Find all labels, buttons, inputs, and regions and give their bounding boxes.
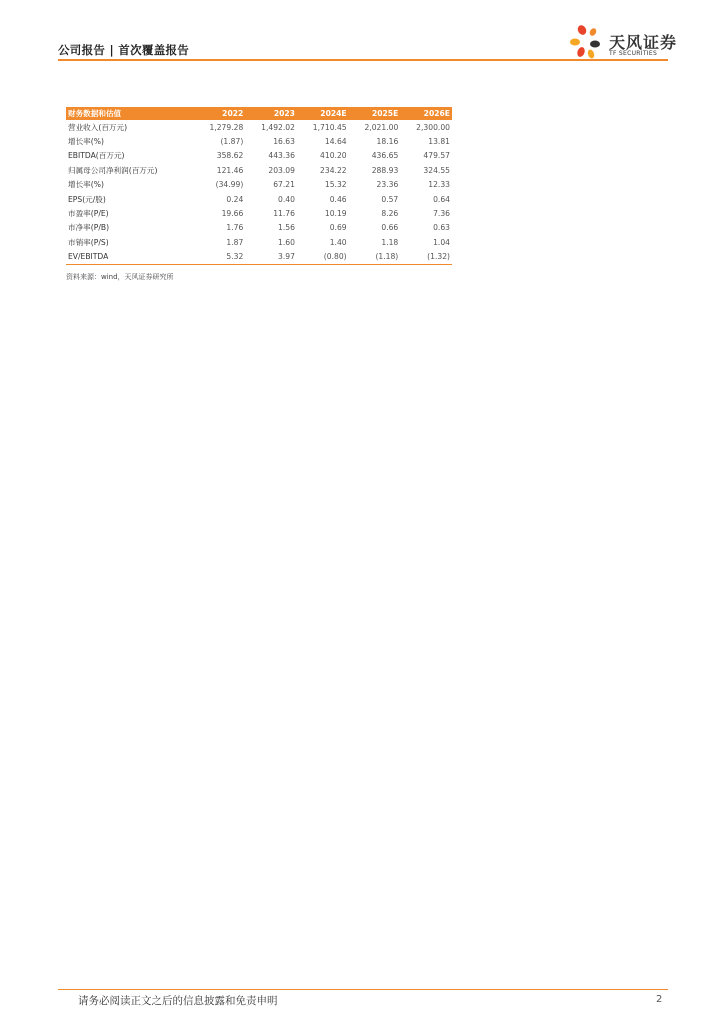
table-row (66, 250, 452, 265)
page-number: 2 (656, 994, 663, 1005)
table-cell: 358.62 (216, 151, 244, 161)
row-label: 增长率(%) (68, 137, 104, 147)
report-type-title: 公司报告 | 首次覆盖报告 (58, 43, 190, 57)
table-cell: 0.66 (381, 223, 399, 233)
table-cell: 234.22 (320, 165, 347, 175)
table-cell: 1.60 (278, 237, 295, 247)
table-cell: (34.99) (215, 180, 244, 190)
table-row (66, 134, 452, 148)
table-cell: 1.56 (278, 223, 295, 233)
table-cell: 67.21 (273, 180, 295, 190)
table-cell: 23.36 (376, 180, 399, 190)
table-header-row (66, 107, 452, 120)
table-cell: 1.76 (226, 223, 244, 233)
table-cell: 3.97 (245, 250, 297, 265)
table-cell: 16.63 (273, 137, 295, 147)
table-cell: (0.80) (297, 250, 349, 265)
table-cell: 0.46 (329, 194, 347, 204)
row-label: 市净率(P/B) (68, 223, 110, 233)
column-header: 2026E (400, 107, 452, 120)
table-row (66, 192, 452, 206)
logo-subtitle: TF SECURITIES (609, 50, 658, 57)
row-label: 归属母公司净利润(百万元) (68, 165, 158, 175)
table-cell: 2,021.00 (364, 122, 399, 132)
table-cell: 7.36 (433, 209, 450, 219)
table-cell: 1.04 (433, 237, 450, 247)
table-cell: 1,710.45 (312, 122, 347, 132)
table-cell: 12.33 (428, 180, 450, 190)
table-cell: 203.09 (268, 165, 295, 175)
row-label: EBITDA(百万元) (68, 151, 125, 161)
table-row (66, 120, 452, 134)
table-cell: 11.76 (273, 209, 295, 219)
table-cell: 1.40 (329, 237, 347, 247)
row-label: 增长率(%) (68, 180, 104, 190)
table-cell: 0.63 (433, 223, 450, 233)
table-row (66, 163, 452, 177)
footer-divider (58, 989, 668, 990)
table-cell: 19.66 (221, 209, 244, 219)
table-cell: 5.32 (194, 250, 246, 265)
flower-logo-icon (569, 22, 607, 62)
table-cell: 121.46 (216, 165, 244, 175)
table-cell: 10.19 (324, 209, 347, 219)
column-header: 2022 (194, 107, 246, 120)
table-cell: 1.18 (381, 237, 399, 247)
table-cell: 1,279.28 (209, 122, 244, 132)
data-source-note: 资料来源：wind，天风证券研究所 (66, 273, 174, 281)
table-cell: 2,300.00 (416, 122, 450, 132)
financial-data-table (66, 107, 452, 265)
table-row (66, 221, 452, 235)
table-cell: 0.24 (226, 194, 244, 204)
column-header: 2023 (245, 107, 297, 120)
table-cell: 436.65 (371, 151, 399, 161)
table-cell: 14.64 (324, 137, 347, 147)
column-header: 财务数据和估值 (66, 107, 194, 120)
table-cell: (1.32) (400, 250, 452, 265)
table-cell: 288.93 (371, 165, 399, 175)
table-cell: 18.16 (376, 137, 399, 147)
row-label: 市盈率(P/E) (68, 209, 109, 219)
table-cell: (1.87) (220, 137, 244, 147)
table-cell: 15.32 (324, 180, 347, 190)
table-cell: 13.81 (428, 137, 450, 147)
row-label: EPS(元/股) (68, 194, 106, 204)
table-cell: 0.64 (433, 194, 450, 204)
table-cell: (1.18) (349, 250, 401, 265)
table-row (66, 206, 452, 220)
table-cell: 1.87 (226, 237, 244, 247)
table-cell: 479.57 (423, 151, 450, 161)
table-row (66, 149, 452, 163)
table-cell: 8.26 (381, 209, 399, 219)
row-label: EV/EBITDA (66, 250, 194, 265)
disclaimer-text: 请务必阅读正文之后的信息披露和免责申明 (78, 995, 278, 1007)
column-header: 2024E (297, 107, 349, 120)
table-cell: 0.40 (278, 194, 295, 204)
table-cell: 443.36 (268, 151, 295, 161)
logo-name: 天风证券 (609, 33, 678, 52)
table-cell: 410.20 (320, 151, 347, 161)
table-cell: 0.69 (329, 223, 347, 233)
table-cell: 324.55 (423, 165, 450, 175)
table-cell: 0.57 (381, 194, 399, 204)
company-logo (569, 22, 679, 62)
row-label: 市销率(P/S) (68, 237, 109, 247)
row-label: 营业收入(百万元) (68, 122, 128, 132)
table-row (66, 235, 452, 249)
table-row (66, 178, 452, 192)
table-cell: 1,492.02 (261, 122, 295, 132)
column-header: 2025E (349, 107, 401, 120)
